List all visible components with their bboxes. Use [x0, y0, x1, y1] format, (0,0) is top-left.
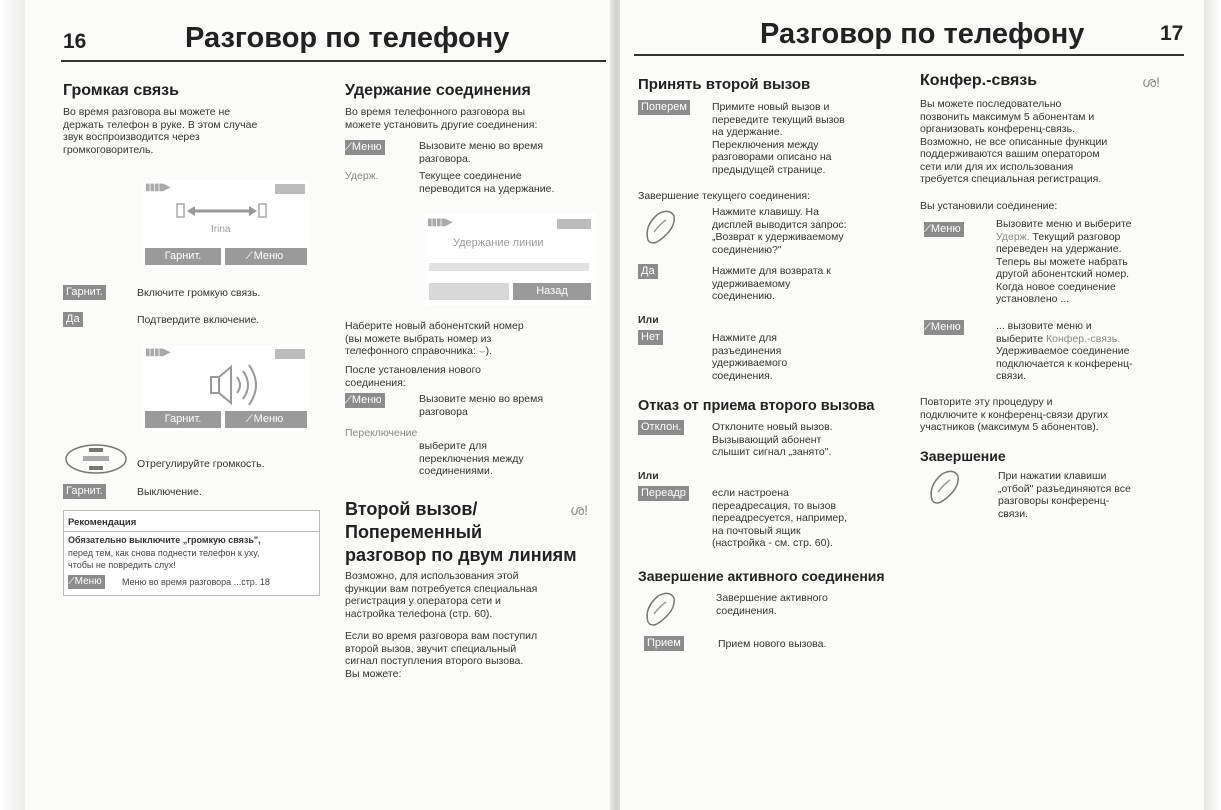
step-text: Завершение активного соединения. — [716, 592, 828, 617]
battery-icon — [557, 219, 591, 229]
softkey-left: Гарнит. — [145, 248, 221, 265]
end-key-icon — [924, 466, 964, 506]
softkey-empty — [429, 283, 509, 300]
step-text: Отклоните новый вызов. Вызывающий абонент слышит сигнал „занято". — [712, 421, 833, 458]
section-heading: Конфер.-связь — [920, 72, 1038, 89]
swap-button: Поперем — [638, 100, 690, 115]
handsfree-button: Гарнит. — [63, 285, 106, 300]
phonebook-icon: ⌣ — [478, 345, 486, 357]
forward-button: Переадр — [638, 486, 689, 501]
yes-button: Да — [63, 312, 83, 327]
section-heading: Удержание соединения — [345, 82, 531, 99]
tip-text: перед тем, как снова поднести телефон к уху, чтобы не повредить слух! — [68, 548, 260, 570]
hold-label: Удерж. — [345, 170, 379, 182]
handsfree-button: Гарнит. — [63, 484, 106, 499]
paragraph: Во время разговора вы можете не держать телефон в руке. В этом случае звук воспроизводится через громкоговоритель. — [63, 106, 258, 156]
section-heading: Громкая связь — [63, 82, 179, 99]
menu-icon: ⁄ — [348, 394, 350, 406]
section-heading: Принять второй вызов — [638, 76, 811, 93]
operator-service-icon: ശ! — [570, 502, 589, 518]
paragraph: Вы можете последовательно позвонить максимум 5 абонентам и организовать конференц-связь. Возможно, не все описанные функции поддерживаются вашим оператором сети или для их использования требуется специальная регистрация. — [920, 98, 1108, 185]
section-heading: Завершение — [920, 448, 1006, 464]
step-text: Отрегулируйте громкость. — [137, 458, 265, 470]
page-title: Разговор по телефону — [185, 22, 510, 54]
section-heading: Завершение активного соединения — [638, 568, 885, 584]
softkey-back: Назад — [513, 283, 591, 300]
page-left — [25, 0, 617, 810]
softkey-right: ⁄ Меню — [225, 411, 307, 428]
page-number: 17 — [1160, 22, 1184, 45]
step-text: Нажмите для разъединения удерживаемого соединения. — [712, 332, 788, 382]
end-key-icon — [640, 206, 680, 246]
reject-button: Отклон. — [638, 420, 684, 435]
operator-service-icon: ശ! — [1142, 74, 1161, 90]
menu-button: ⁄ Меню — [345, 393, 385, 408]
tip-title: Рекомендация — [68, 517, 137, 528]
step-text: если настроена переадресация, то вызов переадресуется, например, на почтовый ящик (настройка - см. стр. 60). — [712, 487, 848, 549]
step-text: Вызовите меню во время разговора — [419, 393, 544, 418]
label: Завершение текущего соединения: — [638, 190, 810, 202]
volume-key-icon — [63, 442, 129, 476]
page-right — [620, 0, 1204, 810]
step-text: Выключение. — [137, 486, 202, 498]
menu-button: ⁄ Меню — [924, 222, 964, 237]
softkey-left: Гарнит. — [145, 411, 221, 428]
switch-label: Переключение — [345, 427, 418, 439]
phone-screen — [143, 345, 309, 431]
step-text: Примите новый вызов и переведите текущий вызов на удержание. Переключения между разговорами описано на предыдущей странице. — [712, 101, 845, 176]
header-rule — [634, 54, 1184, 56]
caller-name: Irina — [211, 224, 231, 235]
menu-button: ⁄ Меню — [345, 140, 385, 155]
section-heading: Отказ от приема второго вызова — [638, 398, 875, 414]
step-text: При нажатии клавиши „отбой" разъединяются все разговоры конференц- связи. — [998, 470, 1131, 520]
screen-text: Удержание линии — [453, 237, 544, 249]
step-text: выберите для переключения между соединениями. — [419, 440, 524, 477]
menu-icon: ⁄ — [71, 576, 73, 587]
paragraph: Во время телефонного разговора вы можете установить другие соединения: — [345, 106, 538, 131]
end-key-icon — [640, 588, 680, 628]
battery-icon — [275, 184, 305, 194]
paragraph: Наберите новый абонентский номер (вы можете выбрать номер из телефонного справочника: ⌣). — [345, 320, 524, 357]
divider — [64, 531, 319, 532]
menu-icon: ⁄ — [927, 321, 929, 333]
screen-band — [429, 263, 589, 271]
or-label: Или — [638, 314, 659, 326]
softkey-right: ⁄ Меню — [225, 248, 307, 265]
page-number: 16 — [63, 30, 87, 53]
step-text: Нажмите клавишу. На дисплей выводится запрос: „Возврат к удерживаемому соединению?" — [712, 206, 847, 256]
no-button: Нет — [638, 330, 663, 345]
menu-icon: ⁄ — [248, 413, 251, 425]
step-text: Включите громкую связь. — [137, 287, 261, 299]
signal-icon: ▮▮▮▮▶ — [427, 217, 452, 228]
yes-button: Да — [638, 264, 658, 279]
battery-icon — [275, 349, 305, 359]
step-text: Текущее соединение переводится на удержание. — [419, 170, 555, 195]
tip-ref: Меню во время разговора ...стр. 18 — [122, 577, 270, 587]
step-text: ... вызовите меню и выберите Конфер.-связь. Удерживаемое соединение подключается к конференц- связи. — [996, 320, 1133, 382]
step-text: Нажмите для возврата к удерживаемому соединению. — [712, 265, 831, 302]
step-text: Вызовите меню во время разговора. — [419, 140, 544, 165]
label: Вы установили соединение: — [920, 200, 1058, 212]
paragraph: После установления нового соединения: — [345, 364, 482, 389]
paragraph: Повторите эту процедуру и подключите к конференц-связи других участников (максимум 5 абонентов). — [920, 396, 1109, 433]
accept-button: Прием — [644, 636, 684, 651]
signal-icon: ▮▮▮▮▶ — [145, 182, 170, 193]
phone-screen — [425, 213, 595, 305]
page-title: Разговор по телефону — [760, 18, 1085, 50]
paragraph: Возможно, для использования этой функции вам потребуется специальная регистрация у оператора сети и настройка телефона (стр. 60). — [345, 570, 538, 620]
or-label: Или — [638, 470, 659, 482]
step-text: Подтвердите включение. — [137, 314, 260, 326]
tip-box — [63, 510, 320, 596]
signal-icon: ▮▮▮▮▶ — [145, 347, 170, 358]
section-heading: Второй вызов/ Попеременный разговор по двум линиям — [345, 499, 577, 565]
paragraph: Если во время разговора вам поступил второй вызов, звучит специальный сигнал поступления второго вызова. Вы можете: — [345, 630, 538, 680]
speaker-icon — [205, 361, 265, 409]
menu-button: ⁄ Меню — [68, 575, 105, 589]
page-edge — [1204, 0, 1221, 810]
call-link-icon — [173, 200, 273, 224]
phone-screen — [143, 180, 309, 268]
menu-icon: ⁄ — [248, 250, 251, 262]
menu-button: ⁄ Меню — [924, 320, 964, 335]
header-rule — [61, 60, 606, 62]
tip-bold: Обязательно выключите „громкую связь", — [68, 535, 261, 545]
menu-icon: ⁄ — [927, 223, 929, 235]
page-edge — [0, 0, 25, 810]
step-text: Вызовите меню и выберите Удерж. Текущий разговор переведен на удержание. Теперь вы можете набрать другой абонентский номер. Когда новое соединение установлено ... — [996, 218, 1132, 305]
step-text: Прием нового вызова. — [718, 638, 827, 650]
menu-icon: ⁄ — [348, 141, 350, 153]
